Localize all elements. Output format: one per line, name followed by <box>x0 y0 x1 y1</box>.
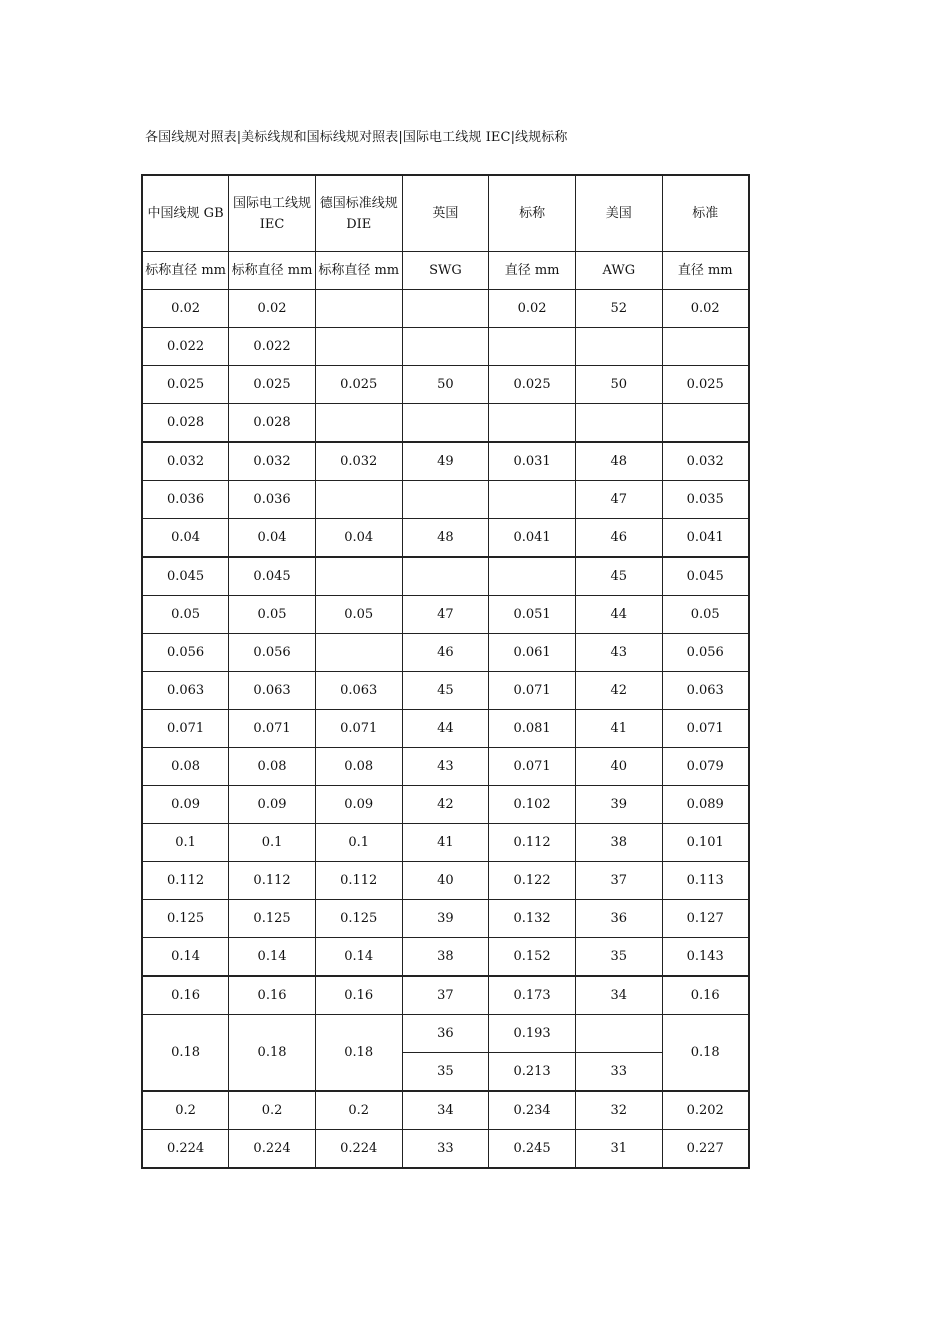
table-cell: 0.025 <box>315 366 402 404</box>
table-cell <box>402 290 489 328</box>
table-row <box>142 442 749 481</box>
table-cell: 0.02 <box>229 290 316 328</box>
table-cell: 0.112 <box>489 824 576 862</box>
table-cell: 0.041 <box>489 519 576 558</box>
table-cell: 0.05 <box>315 596 402 634</box>
table-cell: 44 <box>575 596 662 634</box>
table-cell: 0.227 <box>662 1130 749 1169</box>
table-cell: 38 <box>402 938 489 977</box>
table-cell: 0.079 <box>662 748 749 786</box>
table-cell: 0.028 <box>229 404 316 443</box>
table-cell <box>402 328 489 366</box>
table-cell: 0.125 <box>229 900 316 938</box>
table-cell: 41 <box>402 824 489 862</box>
table-cell: 0.02 <box>489 290 576 328</box>
table-row <box>142 1130 749 1169</box>
table-cell: 0.063 <box>662 672 749 710</box>
table-row <box>142 672 749 710</box>
table-cell: 0.056 <box>142 634 229 672</box>
table-cell: 0.1 <box>142 824 229 862</box>
table-row <box>142 481 749 519</box>
table-cell: 0.09 <box>315 786 402 824</box>
table-cell: 0.022 <box>229 328 316 366</box>
table-cell: 0.045 <box>229 557 316 596</box>
table-cell: 0.2 <box>142 1091 229 1130</box>
table-row <box>142 634 749 672</box>
table-cell: 37 <box>402 976 489 1015</box>
table-cell: 0.071 <box>489 672 576 710</box>
table-row <box>142 290 749 328</box>
table-cell: 40 <box>402 862 489 900</box>
table-row <box>142 748 749 786</box>
header-cell: AWG <box>575 252 662 290</box>
table-cell <box>575 328 662 366</box>
table-cell: 43 <box>402 748 489 786</box>
table-cell: 0.16 <box>142 976 229 1015</box>
table-row <box>142 519 749 558</box>
table-cell: 32 <box>575 1091 662 1130</box>
table-cell <box>315 404 402 443</box>
wire-gauge-table <box>141 174 750 1169</box>
document-title: 各国线规对照表|美标线规和国标线规对照表|国际电工线规 IEC|线规标称 <box>145 130 568 145</box>
table-row <box>142 1091 749 1130</box>
table-cell: 42 <box>575 672 662 710</box>
table-cell: 38 <box>575 824 662 862</box>
table-cell: 0.112 <box>315 862 402 900</box>
table-cell: 0.224 <box>229 1130 316 1169</box>
table-cell: 0.022 <box>142 328 229 366</box>
table-cell: 0.05 <box>229 596 316 634</box>
header-cell: 标称 <box>489 175 576 252</box>
table-cell: 33 <box>402 1130 489 1169</box>
table-cell: 0.2 <box>315 1091 402 1130</box>
table-cell: 0.056 <box>229 634 316 672</box>
table-cell: 45 <box>575 557 662 596</box>
header-cell: 标称直径 mm <box>315 252 402 290</box>
table-row <box>142 366 749 404</box>
table-cell: 36 <box>575 900 662 938</box>
table-cell <box>489 328 576 366</box>
table-cell: 0.036 <box>142 481 229 519</box>
table-cell: 0.04 <box>315 519 402 558</box>
table-cell: 0.18 <box>315 1015 402 1092</box>
table-row <box>142 328 749 366</box>
table-cell: 0.09 <box>142 786 229 824</box>
table-cell: 0.036 <box>229 481 316 519</box>
table-cell: 0.152 <box>489 938 576 977</box>
table-cell: 0.04 <box>142 519 229 558</box>
table-cell: 0.071 <box>142 710 229 748</box>
table-cell: 0.193 <box>489 1015 576 1053</box>
table-cell: 0.025 <box>229 366 316 404</box>
table-row <box>142 1015 749 1053</box>
table-cell <box>402 557 489 596</box>
table-cell: 0.08 <box>142 748 229 786</box>
table-row <box>142 976 749 1015</box>
header-cell: 英国 <box>402 175 489 252</box>
table-cell: 0.127 <box>662 900 749 938</box>
header-cell: 标称直径 mm <box>142 252 229 290</box>
table-row <box>142 404 749 443</box>
table-cell: 45 <box>402 672 489 710</box>
header-cell: 标准 <box>662 175 749 252</box>
table-cell: 52 <box>575 290 662 328</box>
table-cell: 41 <box>575 710 662 748</box>
table-cell: 0.213 <box>489 1053 576 1092</box>
table-cell: 0.125 <box>142 900 229 938</box>
table-cell: 50 <box>575 366 662 404</box>
table-cell: 42 <box>402 786 489 824</box>
table-cell <box>315 328 402 366</box>
table-cell: 0.063 <box>142 672 229 710</box>
table-cell: 0.025 <box>662 366 749 404</box>
table-cell: 0.16 <box>315 976 402 1015</box>
table-cell: 0.173 <box>489 976 576 1015</box>
table-cell: 0.16 <box>662 976 749 1015</box>
table-row <box>142 710 749 748</box>
header-cell: 直径 mm <box>662 252 749 290</box>
table-cell <box>402 404 489 443</box>
table-cell: 0.132 <box>489 900 576 938</box>
table-cell: 0.025 <box>142 366 229 404</box>
header-cell: 美国 <box>575 175 662 252</box>
table-cell: 0.18 <box>142 1015 229 1092</box>
table-cell: 0.071 <box>489 748 576 786</box>
table-cell: 0.18 <box>229 1015 316 1092</box>
table-cell <box>489 404 576 443</box>
table-cell: 35 <box>402 1053 489 1092</box>
table-cell: 0.056 <box>662 634 749 672</box>
table-cell: 37 <box>575 862 662 900</box>
table-cell: 0.202 <box>662 1091 749 1130</box>
table-cell: 0.143 <box>662 938 749 977</box>
table-cell: 0.224 <box>315 1130 402 1169</box>
table-cell: 33 <box>575 1053 662 1092</box>
table-cell: 0.14 <box>229 938 316 977</box>
table-cell: 0.14 <box>142 938 229 977</box>
table-cell <box>315 634 402 672</box>
table-cell <box>662 328 749 366</box>
table-row <box>142 824 749 862</box>
table-cell: 0.061 <box>489 634 576 672</box>
table-cell: 48 <box>575 442 662 481</box>
table-cell: 0.071 <box>229 710 316 748</box>
table-row <box>142 557 749 596</box>
table-cell: 39 <box>402 900 489 938</box>
header-cell: 中国线规 GB <box>142 175 229 252</box>
table-cell: 0.05 <box>662 596 749 634</box>
table-cell: 34 <box>402 1091 489 1130</box>
table-cell: 0.04 <box>229 519 316 558</box>
table-cell <box>315 290 402 328</box>
table-cell: 0.112 <box>142 862 229 900</box>
table-cell: 0.1 <box>315 824 402 862</box>
table-cell: 0.032 <box>229 442 316 481</box>
table-cell: 0.113 <box>662 862 749 900</box>
table-cell: 0.031 <box>489 442 576 481</box>
table-cell: 48 <box>402 519 489 558</box>
table-cell <box>489 481 576 519</box>
table-cell: 0.101 <box>662 824 749 862</box>
table-cell: 0.102 <box>489 786 576 824</box>
table-cell: 0.122 <box>489 862 576 900</box>
table-row <box>142 938 749 977</box>
table-cell: 34 <box>575 976 662 1015</box>
table-cell: 0.063 <box>229 672 316 710</box>
table-cell: 40 <box>575 748 662 786</box>
table-cell: 0.14 <box>315 938 402 977</box>
table-cell: 0.1 <box>229 824 316 862</box>
table-cell: 49 <box>402 442 489 481</box>
table-cell: 0.063 <box>315 672 402 710</box>
table-row <box>142 786 749 824</box>
table-cell: 0.028 <box>142 404 229 443</box>
table-cell: 44 <box>402 710 489 748</box>
table-cell: 46 <box>402 634 489 672</box>
table-cell: 0.032 <box>142 442 229 481</box>
header-cell: 国际电工线规 IEC <box>229 175 316 252</box>
table-cell: 0.02 <box>662 290 749 328</box>
header-cell: 直径 mm <box>489 252 576 290</box>
table-row <box>142 900 749 938</box>
table-cell: 35 <box>575 938 662 977</box>
table-cell: 50 <box>402 366 489 404</box>
table-cell: 0.09 <box>229 786 316 824</box>
table-cell: 0.051 <box>489 596 576 634</box>
table-cell: 0.02 <box>142 290 229 328</box>
header-cell: SWG <box>402 252 489 290</box>
table-cell: 0.032 <box>662 442 749 481</box>
table-cell: 0.245 <box>489 1130 576 1169</box>
table-cell: 0.045 <box>662 557 749 596</box>
table-cell <box>575 404 662 443</box>
table-cell <box>489 557 576 596</box>
table-cell <box>402 481 489 519</box>
header-row-1 <box>142 175 749 252</box>
table-cell: 0.18 <box>662 1015 749 1092</box>
table-cell: 0.089 <box>662 786 749 824</box>
table-cell: 0.05 <box>142 596 229 634</box>
table-cell: 0.071 <box>315 710 402 748</box>
table-cell: 39 <box>575 786 662 824</box>
table-cell: 0.224 <box>142 1130 229 1169</box>
table-cell <box>315 481 402 519</box>
table-row <box>142 862 749 900</box>
table-cell: 0.032 <box>315 442 402 481</box>
table-cell: 0.025 <box>489 366 576 404</box>
table-cell: 47 <box>402 596 489 634</box>
table-cell: 0.071 <box>662 710 749 748</box>
table-cell: 43 <box>575 634 662 672</box>
table-row <box>142 596 749 634</box>
header-cell: 标称直径 mm <box>229 252 316 290</box>
table-cell <box>662 404 749 443</box>
table-cell: 36 <box>402 1015 489 1053</box>
header-row-2 <box>142 252 749 290</box>
table-cell: 0.112 <box>229 862 316 900</box>
table-cell: 0.125 <box>315 900 402 938</box>
table-cell: 0.081 <box>489 710 576 748</box>
header-cell: 德国标准线规 DIE <box>315 175 402 252</box>
table-cell <box>575 1015 662 1053</box>
table-cell: 46 <box>575 519 662 558</box>
table-cell: 0.234 <box>489 1091 576 1130</box>
table-cell: 0.16 <box>229 976 316 1015</box>
table-cell: 0.035 <box>662 481 749 519</box>
table-cell: 0.08 <box>315 748 402 786</box>
table-cell: 0.08 <box>229 748 316 786</box>
table-cell: 0.041 <box>662 519 749 558</box>
table-cell: 31 <box>575 1130 662 1169</box>
table-cell <box>315 557 402 596</box>
table-cell: 0.2 <box>229 1091 316 1130</box>
table-cell: 0.045 <box>142 557 229 596</box>
table-cell: 47 <box>575 481 662 519</box>
